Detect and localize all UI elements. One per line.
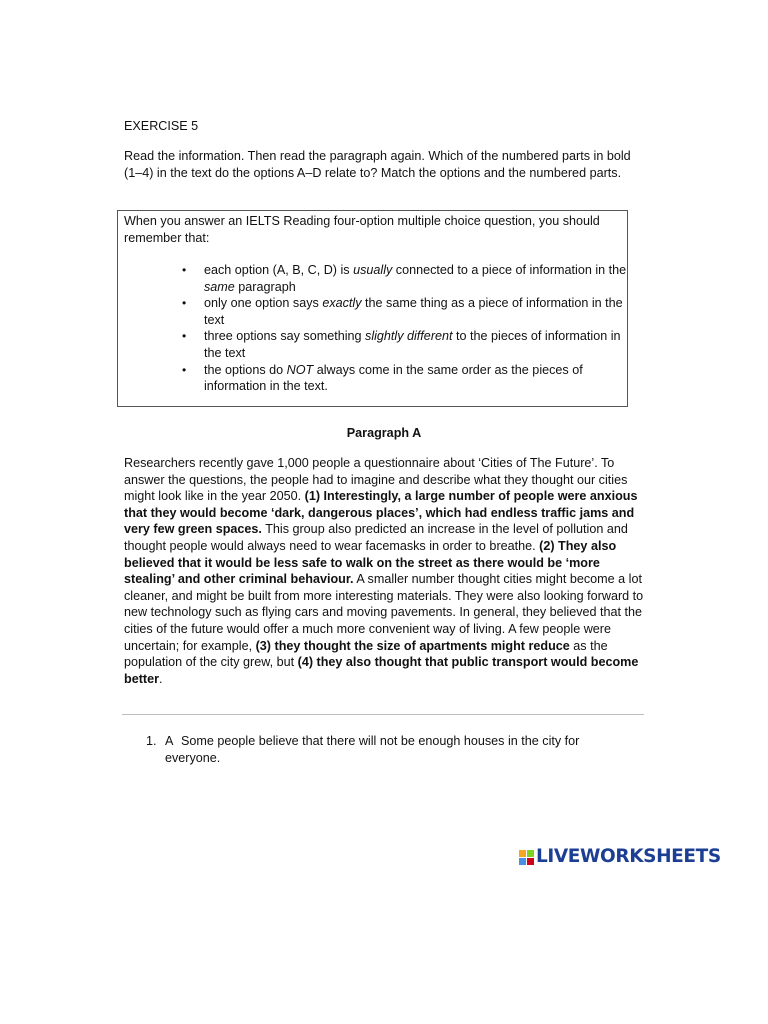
liveworksheets-logo: [519, 846, 721, 868]
tip-emphasis: slightly different: [365, 329, 453, 344]
tip-bullet-1: [124, 262, 629, 295]
logo-square: [527, 858, 534, 865]
tip-emphasis: same: [204, 279, 235, 294]
tip-bullet-2: [124, 295, 629, 328]
tip-bullet-text: only one option says: [204, 296, 323, 311]
tip-bullet-text: each option (A, B, C, D) is: [204, 263, 354, 277]
numbered-part-3: (3) they thought the size of apartments might reduce: [255, 638, 570, 653]
tip-bullet-list: [124, 262, 629, 395]
tip-emphasis: usually: [353, 263, 393, 277]
tip-bullet-text: connected to a piece of information in the: [392, 263, 627, 277]
tip-bullet-text: always come in the same order as the pieces of information in the text.: [204, 362, 583, 394]
tip-bullet-text: paragraph: [234, 279, 296, 294]
divider-line: [122, 714, 644, 715]
exercise-title: EXERCISE 5: [124, 119, 199, 133]
numbered-part-1: (1) Interestingly, a large number of people were anxious that they would become ‘dark, dangerous places’, which had endless traffic jams and very few green spaces.: [124, 489, 638, 537]
numbered-part-2: (2) They also believed that it would be less safe to walk on the street as there would be ‘more stealing’ and other criminal behaviour.: [124, 538, 617, 587]
tip-bullet-3: [124, 328, 629, 361]
paragraph-text: as the population of the city grew, but: [124, 638, 608, 670]
logo-text: LIVEWORKSHEETS: [536, 846, 721, 867]
logo-square: [519, 858, 526, 865]
tip-intro: When you answer an IELTS Reading four-option multiple choice question, you should remember that:: [124, 214, 600, 245]
numbered-part-4: (4) they also thought that public transport would become better: [124, 655, 639, 686]
tip-emphasis: NOT: [286, 362, 314, 377]
tip-bullet-text: the options do: [204, 362, 287, 377]
tip-bullet-text: the same thing as a piece of information in the text: [204, 296, 623, 327]
tip-bullet-text: three options say something: [204, 329, 366, 344]
option-text: Some people believe that there will not be enough houses in the city for everyone.: [165, 734, 580, 765]
paragraph-text: Researchers recently gave 1,000 people a questionnaire about ‘Cities of The Future’. To answer the questions, the people had to imagine and describe what they thought our cities might look like in the year 2050.: [124, 456, 628, 504]
option-number: 1.: [146, 734, 157, 748]
paragraph-a: [124, 455, 644, 687]
logo-mark-icon: [519, 850, 535, 866]
tip-bullet-4: [124, 362, 629, 395]
paragraph-heading: Paragraph A: [346, 426, 422, 440]
logo-square: [519, 850, 526, 857]
option-letter: A: [165, 734, 174, 748]
tip-emphasis: exactly: [322, 296, 362, 311]
paragraph-text: This group also predicted an increase in the level of pollution and thought people would always need to wear facemasks in order to breathe.: [124, 522, 628, 553]
tip-bullet-text: to the pieces of information in the text: [204, 329, 621, 360]
logo-square: [527, 850, 534, 857]
paragraph-text: .: [159, 671, 163, 686]
paragraph-text: A smaller number thought cities might become a lot cleaner, and might be built from more interesting materials. They were also looking forward to new technology such as flying cars and moving pavements. In general, they believed that the cities of the future would offer a much more convenient way of living. A few people were uncertain; for example,: [124, 572, 644, 653]
option-item: [146, 733, 616, 766]
instructions-text: Read the information. Then read the paragraph again. Which of the numbered parts in bold (1–4) in the text do the options A–D relate to? Match the options and the numbered parts.: [124, 149, 631, 180]
